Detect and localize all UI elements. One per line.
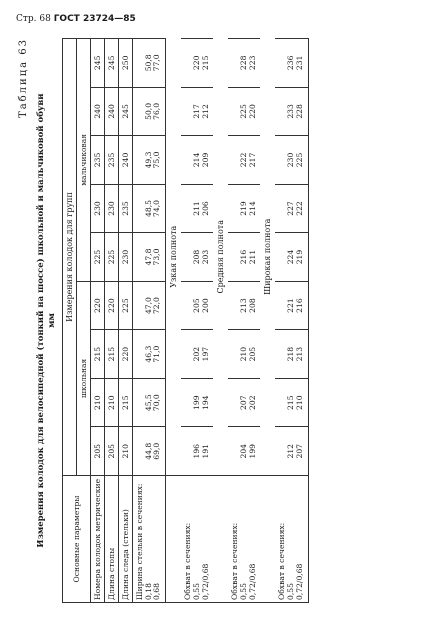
table-row [105,39,119,603]
value: 223 [247,55,257,71]
value: 206 [200,201,210,216]
value: 77,0 [152,54,162,72]
value-pair [275,330,308,379]
row-value: 235 [119,184,133,233]
section-header-row [260,39,275,603]
value: 231 [294,55,304,71]
value: 215 [286,395,296,410]
label-line: 0,18 [143,583,153,600]
table-number: Таблица 63 [18,38,29,118]
value: 47,8 [143,248,153,266]
value: 49,3 [143,151,153,169]
value-pair [181,184,213,233]
value: 76,0 [152,102,162,120]
value-pair [228,87,260,136]
value-pair [181,233,213,282]
measurements-table [62,38,309,603]
value: 213 [294,346,304,362]
row-value: 205 [105,427,119,476]
row-label-stack [133,476,166,603]
row-value: 210 [91,378,105,427]
value: 75,0 [152,151,162,169]
row-value: 215 [91,330,105,379]
value: 46,3 [143,345,153,363]
value: 216 [294,298,304,313]
label-line: 0,68 [152,583,162,600]
section-spacer [213,476,228,603]
label-line: 0,72/0,68 [200,563,210,600]
value: 199 [191,395,201,410]
row-label: Номера колодок метрические [91,476,105,603]
row-value: 240 [91,87,105,136]
value: 44,8 [143,442,153,460]
row-value: 245 [119,87,133,136]
value: 222 [294,201,304,216]
value-pair [228,330,260,379]
row-value: 220 [91,281,105,330]
value: 233 [286,104,296,119]
row-label: Длина следа (стельки) [119,476,133,603]
value: 74,0 [152,200,162,217]
row-value: 210 [105,378,119,427]
value: 202 [191,346,201,362]
label-line: Обхват в сечениях: [277,522,287,600]
value-pair [133,281,166,330]
label-line: Ширина стельки в сечениях: [135,483,144,600]
value: 70,0 [152,394,162,412]
section-title: Средняя полнота [216,220,226,294]
value-pair [133,39,166,88]
value: 208 [247,298,257,313]
value: 211 [247,249,257,265]
value: 207 [239,395,249,410]
value: 73,0 [152,248,162,266]
value: 212 [200,104,210,119]
row-value: 205 [91,427,105,476]
value: 191 [200,443,210,459]
value-pair [181,87,213,136]
value: 45,5 [143,394,153,412]
value: 228 [294,104,304,119]
value-pair [228,233,260,282]
value: 222 [239,152,249,168]
value: 197 [200,346,210,362]
row-label-stack [275,476,308,603]
value-pair [275,87,308,136]
value: 215 [200,55,210,71]
value: 207 [294,443,304,459]
value-pair [228,281,260,330]
value: 205 [191,298,201,313]
value-pair [275,39,308,88]
value-pair [133,330,166,379]
row-value: 225 [119,281,133,330]
value: 205 [247,346,257,362]
row-label: Длина стопы [105,476,119,603]
value-pair [133,427,166,476]
value: 47,0 [143,297,153,315]
section-spacer [166,476,182,603]
value-pair [181,39,213,88]
value-pair [275,427,308,476]
row-value: 235 [91,136,105,185]
value-pair [181,136,213,185]
row-value: 230 [91,184,105,233]
header-sizes: Измерения колодок для групп [63,39,77,476]
row-value: 245 [105,39,119,88]
caption-unit: мм [46,313,57,328]
value: 50,0 [143,102,153,120]
value: 217 [247,152,257,168]
value: 71,0 [152,345,162,363]
rotated-table-block [18,38,413,603]
value: 225 [239,104,249,119]
value: 199 [247,443,257,459]
value-pair [275,184,308,233]
value: 211 [191,201,201,216]
row-value: 220 [105,281,119,330]
value: 72,0 [152,297,162,315]
value: 50,8 [143,54,153,72]
table-row [181,39,213,603]
standard-code: ГОСТ 23724—85 [53,14,136,24]
value-pair [181,330,213,379]
value: 200 [200,298,210,313]
table-row [133,39,166,603]
value-pair [133,378,166,427]
value: 210 [294,395,304,410]
value: 196 [191,443,201,459]
value-pair [133,136,166,185]
value: 194 [200,395,210,410]
value-pair [181,281,213,330]
value: 214 [247,201,257,216]
value: 220 [247,104,257,119]
table-row [228,39,260,603]
page-header [16,14,136,24]
value: 221 [286,298,296,313]
value: 220 [191,55,201,71]
label-line: 0,55 [191,583,201,600]
table-row [91,39,105,603]
value-pair [275,281,308,330]
value-pair [228,427,260,476]
label-line: Обхват в сечениях: [230,522,240,600]
row-value: 230 [119,233,133,282]
table-row [275,39,308,603]
value-pair [181,378,213,427]
value: 202 [247,395,257,410]
row-value: 220 [119,330,133,379]
value: 228 [239,55,249,71]
value-pair [275,136,308,185]
caption-line-1: Измерения колодок для велосипедной (тонкий на шоссе) школьной и мальчиковой обуви [36,93,46,548]
value-pair [181,427,213,476]
page-number: Стр. 68 [16,14,51,24]
header-group-boys: мальчиковая [77,39,91,282]
value-pair [228,184,260,233]
table-body [91,39,309,603]
row-value: 230 [105,184,119,233]
label-line: 0,72/0,68 [247,563,257,600]
value: 212 [286,443,296,459]
value: 218 [286,346,296,362]
value-pair [133,184,166,233]
header-params: Основные параметры [63,476,91,603]
value: 230 [286,152,296,168]
value-pair [275,378,308,427]
section-title: Узкая полнота [169,225,179,288]
row-value: 240 [119,136,133,185]
value: 213 [239,298,249,313]
value: 204 [239,443,249,459]
section-header-row [213,39,228,603]
label-line: 0,72/0,68 [294,563,304,600]
table-row [119,39,133,603]
value-pair [275,233,308,282]
row-value: 250 [119,39,133,88]
value: 236 [286,55,296,71]
section-header-row [166,39,182,603]
value-pair [133,87,166,136]
label-line: 0,55 [286,583,296,600]
row-value: 215 [119,378,133,427]
value: 69,0 [152,442,162,460]
value: 216 [239,249,249,265]
row-value: 210 [119,427,133,476]
label-line: Обхват в сечениях: [183,522,193,600]
value: 219 [239,201,249,216]
value-pair [228,378,260,427]
row-value: 245 [91,39,105,88]
value: 219 [294,249,304,265]
value: 224 [286,249,296,265]
value-pair [228,39,260,88]
value: 225 [294,152,304,168]
row-label-stack [181,476,213,603]
value: 227 [286,201,296,216]
header-group-school: школьная [77,281,91,475]
row-value: 235 [105,136,119,185]
value-pair [228,136,260,185]
section-title: Широкая полнота [263,218,273,295]
value: 214 [191,152,201,168]
value: 203 [200,249,210,265]
value: 217 [191,104,201,119]
row-value: 225 [91,233,105,282]
row-value: 215 [105,330,119,379]
value: 209 [200,152,210,168]
label-line: 0,55 [239,583,249,600]
row-value: 240 [105,87,119,136]
value: 48,5 [143,200,153,217]
table-caption [36,38,57,603]
row-value: 225 [105,233,119,282]
value: 208 [191,249,201,265]
value-pair [133,233,166,282]
value: 210 [239,346,249,362]
row-label-stack [228,476,260,603]
section-spacer [260,476,275,603]
